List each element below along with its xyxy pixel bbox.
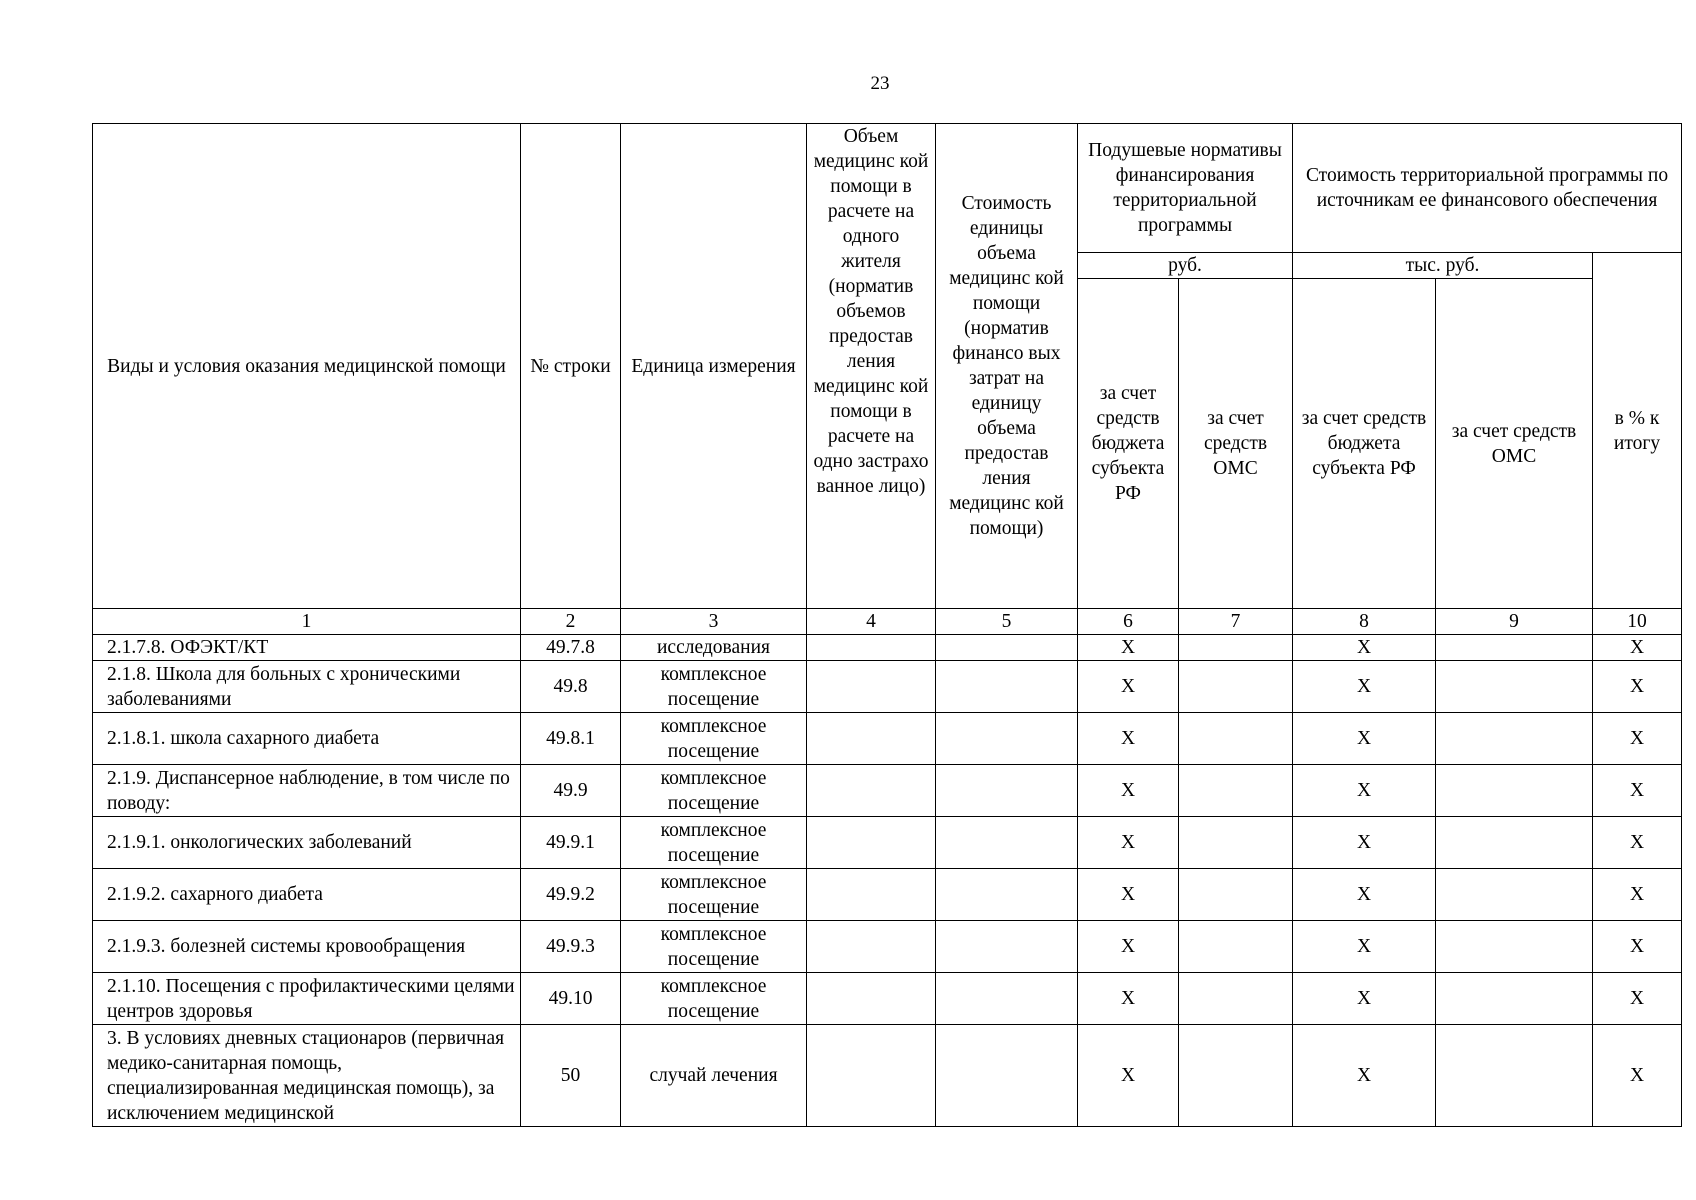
row-percent: X (1593, 869, 1682, 921)
row-volume (807, 921, 936, 973)
row-name: 2.1.9.1. онкологических заболеваний (93, 817, 521, 869)
row-percent: X (1593, 1025, 1682, 1127)
row-name: 2.1.10. Посещения с профилактическими целями центров здоровья (93, 973, 521, 1025)
row-volume (807, 817, 936, 869)
header-budget-rub: за счет средств бюджета субъекта РФ (1078, 279, 1179, 609)
row-budget-rub: X (1078, 921, 1179, 973)
column-number: 2 (521, 609, 621, 635)
row-percent: X (1593, 661, 1682, 713)
table-row (93, 817, 1682, 869)
header-types-conditions: Виды и условия оказания медицинской помощи (93, 124, 521, 609)
row-oms-thousand (1436, 973, 1593, 1025)
row-budget-rub: X (1078, 973, 1179, 1025)
row-budget-thousand: X (1293, 869, 1436, 921)
row-oms-rub (1179, 973, 1293, 1025)
row-oms-thousand (1436, 921, 1593, 973)
row-unit-cost (936, 635, 1078, 661)
row-budget-thousand: X (1293, 765, 1436, 817)
page-number: 23 (870, 73, 890, 94)
row-line-number: 49.9.1 (521, 817, 621, 869)
row-line-number: 49.7.8 (521, 635, 621, 661)
row-volume (807, 1025, 936, 1127)
row-line-number: 49.9.2 (521, 869, 621, 921)
header-per-capita-group: Подушевые нормативы финансирования территориальной программы (1078, 124, 1293, 253)
row-oms-thousand (1436, 817, 1593, 869)
header-unit-cost: Стоимость единицы объема медицинс кой помощи (норматив финансо вых затрат на единицу объема предостав ления медицинс кой помощи) (936, 124, 1078, 609)
row-budget-thousand: X (1293, 973, 1436, 1025)
row-name: 2.1.9.2. сахарного диабета (93, 869, 521, 921)
row-oms-rub (1179, 635, 1293, 661)
row-volume (807, 661, 936, 713)
row-unit-cost (936, 869, 1078, 921)
header-unit-rub: руб. (1078, 253, 1293, 279)
row-volume (807, 713, 936, 765)
row-oms-rub (1179, 661, 1293, 713)
row-line-number: 50 (521, 1025, 621, 1127)
row-oms-rub (1179, 1025, 1293, 1127)
row-budget-thousand: X (1293, 713, 1436, 765)
row-budget-rub: X (1078, 661, 1179, 713)
row-volume (807, 869, 936, 921)
row-oms-thousand (1436, 765, 1593, 817)
row-percent: X (1593, 635, 1682, 661)
row-budget-rub: X (1078, 635, 1179, 661)
row-unit: комплексное посещение (621, 765, 807, 817)
row-oms-rub (1179, 817, 1293, 869)
row-budget-thousand: X (1293, 921, 1436, 973)
row-volume (807, 765, 936, 817)
column-number: 9 (1436, 609, 1593, 635)
row-name: 3. В условиях дневных стационаров (первичная медико-санитарная помощь, специализированная медицинская помощь), за исключением медицинской (93, 1025, 521, 1127)
row-unit-cost (936, 765, 1078, 817)
row-percent: X (1593, 765, 1682, 817)
financing-table (92, 123, 1682, 1127)
row-budget-rub: X (1078, 713, 1179, 765)
header-program-cost-group: Стоимость территориальной программы по источникам ее финансового обеспечения (1293, 124, 1682, 253)
row-budget-rub: X (1078, 765, 1179, 817)
table-row (93, 713, 1682, 765)
row-name: 2.1.8. Школа для больных с хроническими заболеваниями (93, 661, 521, 713)
row-unit: исследования (621, 635, 807, 661)
table-row (93, 921, 1682, 973)
row-unit-cost (936, 973, 1078, 1025)
row-unit: комплексное посещение (621, 921, 807, 973)
header-percent-of-total: в % к итогу (1593, 253, 1682, 609)
column-numbers-row (93, 609, 1682, 635)
row-line-number: 49.9 (521, 765, 621, 817)
row-unit: комплексное посещение (621, 713, 807, 765)
row-volume (807, 635, 936, 661)
row-percent: X (1593, 817, 1682, 869)
column-number: 7 (1179, 609, 1293, 635)
row-unit: комплексное посещение (621, 817, 807, 869)
column-number: 1 (93, 609, 521, 635)
row-budget-thousand: X (1293, 635, 1436, 661)
row-budget-thousand: X (1293, 661, 1436, 713)
column-number: 10 (1593, 609, 1682, 635)
row-budget-thousand: X (1293, 1025, 1436, 1127)
row-oms-rub (1179, 921, 1293, 973)
row-budget-rub: X (1078, 817, 1179, 869)
column-number: 4 (807, 609, 936, 635)
row-percent: X (1593, 921, 1682, 973)
header-unit-thousand-rub: тыс. руб. (1293, 253, 1593, 279)
row-unit: комплексное посещение (621, 869, 807, 921)
header-line-number: № строки (521, 124, 621, 609)
row-volume (807, 973, 936, 1025)
row-unit: комплексное посещение (621, 661, 807, 713)
header-oms-thousand: за счет средств ОМС (1436, 279, 1593, 609)
column-number: 8 (1293, 609, 1436, 635)
row-budget-rub: X (1078, 1025, 1179, 1127)
row-oms-rub (1179, 765, 1293, 817)
row-oms-thousand (1436, 869, 1593, 921)
row-budget-thousand: X (1293, 817, 1436, 869)
row-oms-thousand (1436, 713, 1593, 765)
row-unit: комплексное посещение (621, 973, 807, 1025)
row-unit-cost (936, 921, 1078, 973)
row-line-number: 49.8 (521, 661, 621, 713)
row-unit-cost (936, 661, 1078, 713)
table-row (93, 661, 1682, 713)
table-row (93, 765, 1682, 817)
table-row (93, 635, 1682, 661)
row-unit: случай лечения (621, 1025, 807, 1127)
row-name: 2.1.9.3. болезней системы кровообращения (93, 921, 521, 973)
row-oms-rub (1179, 869, 1293, 921)
row-line-number: 49.8.1 (521, 713, 621, 765)
row-name: 2.1.7.8. ОФЭКТ/КТ (93, 635, 521, 661)
row-oms-thousand (1436, 635, 1593, 661)
row-unit-cost (936, 713, 1078, 765)
row-oms-rub (1179, 713, 1293, 765)
header-budget-thousand: за счет средств бюджета субъекта РФ (1293, 279, 1436, 609)
header-volume: Объем медицинс кой помощи в расчете на одного жителя (норматив объемов предостав ления медицинс кой помощи в расчете на одно застрахо ванное лицо) (807, 124, 936, 609)
header-unit: Единица измерения (621, 124, 807, 609)
row-oms-thousand (1436, 661, 1593, 713)
column-number: 5 (936, 609, 1078, 635)
column-number: 3 (621, 609, 807, 635)
row-name: 2.1.8.1. школа сахарного диабета (93, 713, 521, 765)
table-row (93, 869, 1682, 921)
column-number: 6 (1078, 609, 1179, 635)
row-unit-cost (936, 817, 1078, 869)
row-name: 2.1.9. Диспансерное наблюдение, в том числе по поводу: (93, 765, 521, 817)
table-row (93, 973, 1682, 1025)
row-budget-rub: X (1078, 869, 1179, 921)
row-line-number: 49.10 (521, 973, 621, 1025)
row-percent: X (1593, 713, 1682, 765)
row-line-number: 49.9.3 (521, 921, 621, 973)
row-percent: X (1593, 973, 1682, 1025)
header-oms-rub: за счет средств ОМС (1179, 279, 1293, 609)
table-row (93, 1025, 1682, 1127)
row-unit-cost (936, 1025, 1078, 1127)
row-oms-thousand (1436, 1025, 1593, 1127)
